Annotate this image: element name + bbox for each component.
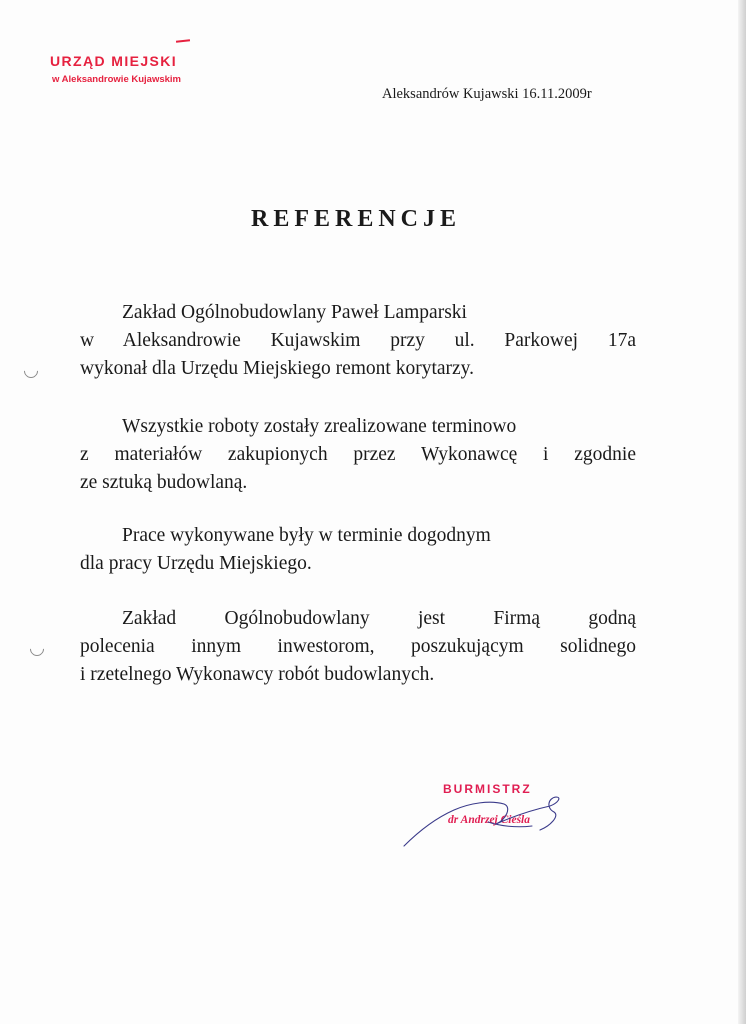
paragraph-line: Zakład Ogólnobudowlany jest Firmą godną: [122, 608, 636, 629]
stamp-ogonek-mark: [176, 39, 190, 42]
paragraph-line: wykonał dla Urzędu Miejskiego remont korytarzy.: [80, 358, 475, 379]
paragraph-line: z materiałów zakupionych przez Wykonawcę i zgodnie: [80, 444, 636, 465]
document-date: Aleksandrów Kujawski 16.11.2009r: [382, 86, 592, 102]
punch-hole-mark: [21, 361, 41, 381]
paragraph-1: [80, 299, 636, 383]
paragraph-line: Wszystkie roboty zostały zrealizowane terminowo: [122, 416, 517, 437]
letterhead-title: URZĄD MIEJSKI: [50, 53, 178, 69]
signature-stroke: [404, 797, 559, 846]
paragraph-3: [80, 522, 636, 578]
paragraph-line: Zakład Ogólnobudowlany Paweł Lamparski: [122, 302, 467, 323]
paragraph-line: w Aleksandrowie Kujawskim przy ul. Parkowej 17a: [80, 330, 636, 351]
signature-title: BURMISTRZ: [443, 782, 532, 796]
handwritten-signature: [400, 770, 600, 860]
paragraph-4: [80, 605, 636, 689]
letterhead-subtitle: w Aleksandrowie Kujawskim: [52, 74, 181, 85]
document-heading: REFERENCJE: [250, 206, 462, 232]
paragraph-line: dla pracy Urzędu Miejskiego.: [80, 553, 312, 574]
paragraph-line: polecenia innym inwestorom, poszukującym solidnego: [80, 636, 636, 657]
signature-stamp: [400, 770, 600, 860]
punch-hole-mark: [27, 639, 47, 659]
paragraph-line: ze sztuką budowlaną.: [80, 472, 248, 493]
signature-stroke: [488, 822, 532, 827]
paragraph-line: Prace wykonywane były w terminie dogodnym: [122, 525, 491, 546]
page-edge-shadow: [738, 0, 746, 1024]
paragraph-2: [80, 413, 636, 497]
paragraph-line: i rzetelnego Wykonawcy robót budowlanych.: [80, 664, 435, 685]
signature-name: dr Andrzej Cieśla: [448, 814, 531, 826]
